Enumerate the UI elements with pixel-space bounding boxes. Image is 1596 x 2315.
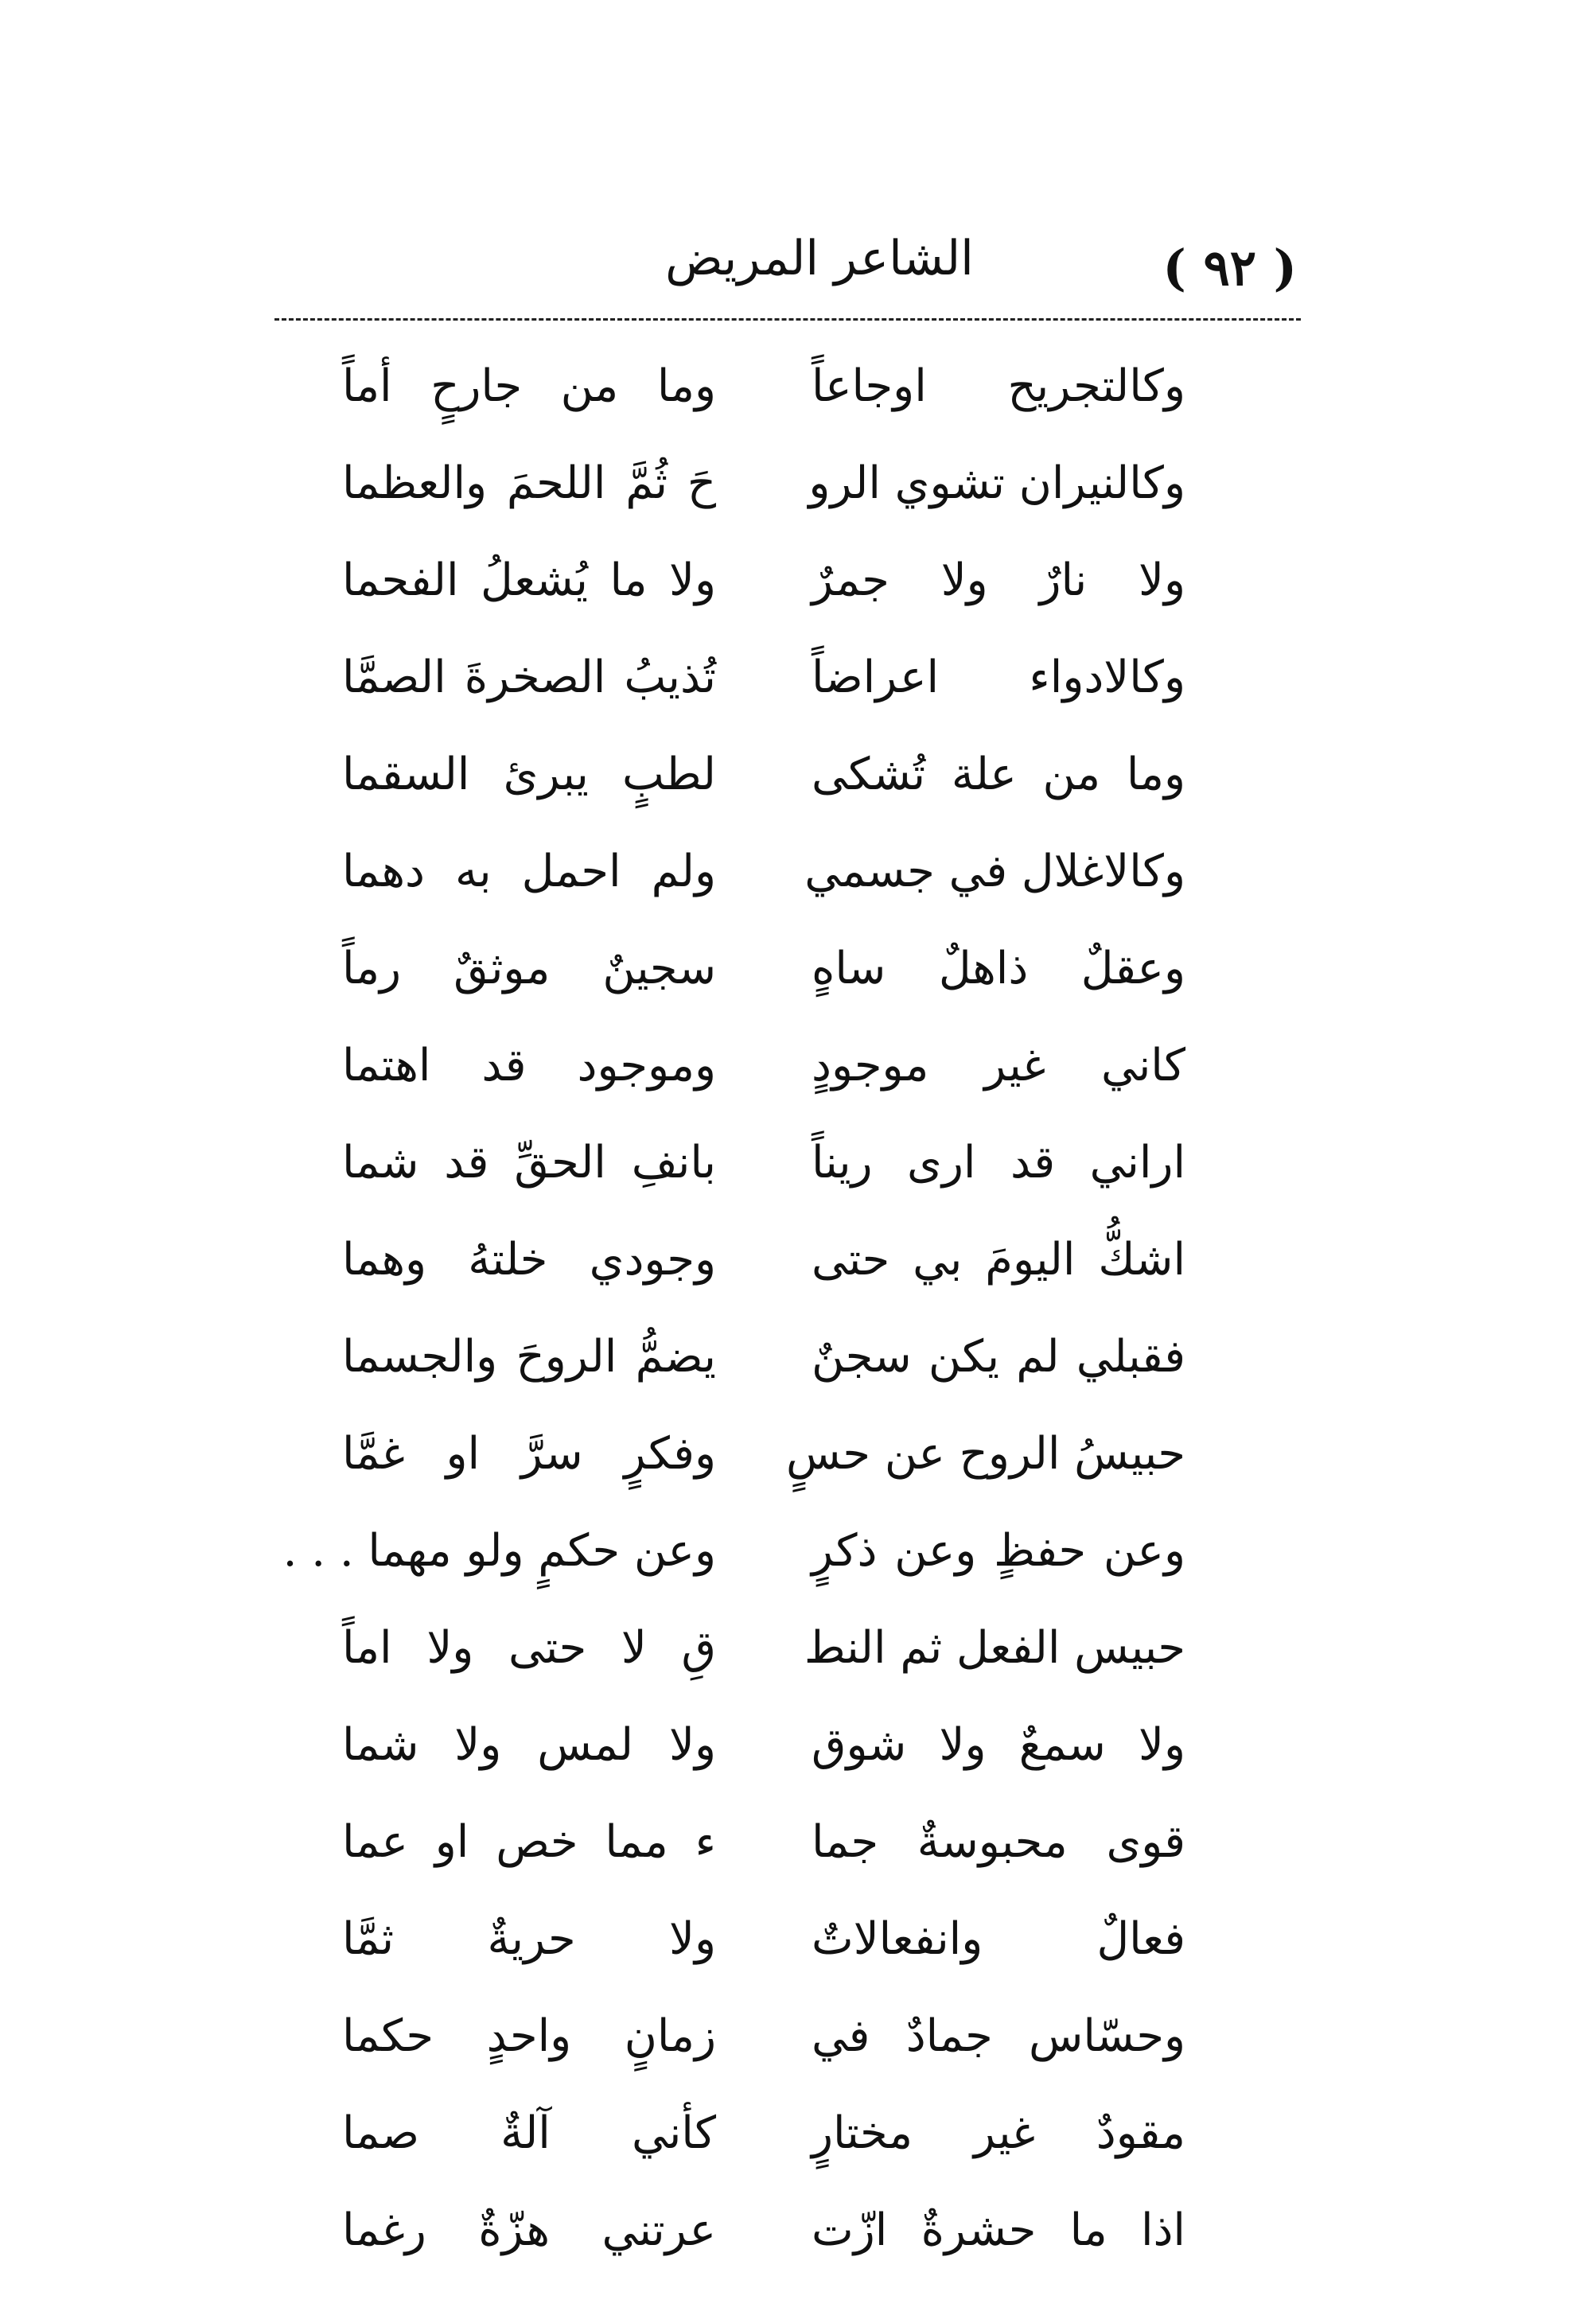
verse-line	[342, 1794, 1185, 1891]
verse-line	[342, 920, 1185, 1017]
second-hemistich: قِ لا حتى ولا اماً	[342, 1622, 716, 1674]
second-hemistich: حَ ثُمَّ اللحمَ والعظما	[342, 457, 716, 509]
first-hemistich: مقودٌ غير مختارٍ	[812, 2107, 1185, 2159]
verse-line	[342, 823, 1185, 920]
verse-line	[282, 1503, 1185, 1600]
verse-line	[342, 1115, 1185, 1212]
second-hemistich: وعن حكمٍ ولو مهما . . .	[282, 1525, 716, 1577]
second-hemistich: تُذيبُ الصخرةَ الصمَّا	[342, 652, 716, 703]
poem	[282, 338, 1185, 2279]
verse-line	[342, 1212, 1185, 1309]
second-hemistich: وموجود قد اهتما	[342, 1040, 716, 1091]
first-hemistich: وكالتجريح اوجاعاً	[812, 360, 1185, 412]
first-hemistich: وكالنيران تشوي الرو	[808, 457, 1185, 509]
verse-line	[342, 532, 1185, 629]
verse-line	[342, 726, 1185, 823]
second-hemistich: ء مما خص او عما	[342, 1816, 716, 1868]
second-hemistich: ولم احمل به دهما	[342, 846, 716, 897]
verse-line	[342, 1600, 1185, 1697]
verse-line	[342, 1309, 1185, 1406]
second-hemistich: بانفِ الحقِّ قد شما	[342, 1137, 716, 1189]
first-hemistich: ولا سمعٌ ولا شوق	[812, 1719, 1185, 1771]
first-hemistich: وحسّاس جمادٌ في	[812, 2010, 1185, 2062]
verse-line	[342, 1697, 1185, 1794]
second-hemistich: سجينٌ موثقٌ رماً	[342, 943, 716, 994]
second-hemistich: وما من جارحٍ أماً	[342, 360, 716, 412]
second-hemistich: ولا حريةٌ ثمَّا	[342, 1913, 716, 1965]
page-number: ( ٩٢ )	[1162, 239, 1297, 297]
verse-line	[342, 435, 1185, 532]
verse-line	[342, 338, 1185, 435]
first-hemistich: وكالادواء اعراضاً	[812, 652, 1185, 703]
first-hemistich: اراني قد ارى ريناً	[812, 1137, 1185, 1189]
verse-line	[342, 2182, 1185, 2279]
first-hemistich: كاني غير موجودٍ	[812, 1040, 1185, 1091]
first-hemistich: حبيسُ الروح عن حسٍ	[786, 1428, 1185, 1480]
verse-line	[342, 1406, 1185, 1503]
second-hemistich: لطبٍ يبرئ السقما	[342, 749, 716, 800]
second-hemistich: زمانٍ واحدٍ حكما	[342, 2010, 716, 2062]
first-hemistich: وما من علة تُشكى	[812, 749, 1185, 800]
verse-line	[342, 629, 1185, 726]
first-hemistich: حبيس الفعل ثم النط	[804, 1622, 1185, 1674]
verse-line	[342, 1891, 1185, 1988]
first-hemistich: وكالاغلال في جسمي	[804, 846, 1185, 897]
first-hemistich: قوى محبوسةٌ جما	[812, 1816, 1185, 1868]
first-hemistich: فقبلي لم يكن سجنٌ	[812, 1331, 1185, 1383]
first-hemistich: وعن حفظٍ وعن ذكرٍ	[812, 1525, 1185, 1577]
first-hemistich: اشكُّ اليومَ بي حتى	[812, 1234, 1185, 1286]
verse-line	[342, 1988, 1185, 2085]
first-hemistich: اذا ما حشرةٌ ازّت	[812, 2204, 1185, 2256]
header-rule	[274, 318, 1301, 321]
page-header	[271, 231, 1297, 318]
second-hemistich: كأني آلةٌ صما	[342, 2107, 716, 2159]
verse-line	[342, 1017, 1185, 1115]
verse-line	[342, 2085, 1185, 2182]
first-hemistich: ولا نارٌ ولا جمرٌ	[812, 554, 1185, 606]
second-hemistich: ولا ما يُشعلُ الفحما	[342, 554, 716, 606]
first-hemistich: وعقلٌ ذاهلٌ ساهٍ	[812, 943, 1185, 994]
running-title: الشاعر المريض	[665, 231, 974, 286]
second-hemistich: وفكرٍ سرَّ او غمَّا	[342, 1428, 716, 1480]
first-hemistich: فعالٌ وانفعالاتٌ	[812, 1913, 1185, 1965]
second-hemistich: وجودي خلتهُ وهما	[342, 1234, 716, 1286]
second-hemistich: ولا لمس ولا شما	[342, 1719, 716, 1771]
second-hemistich: يضمُّ الروحَ والجسما	[342, 1331, 716, 1383]
second-hemistich: عرتني هزّةٌ رغما	[342, 2204, 716, 2256]
